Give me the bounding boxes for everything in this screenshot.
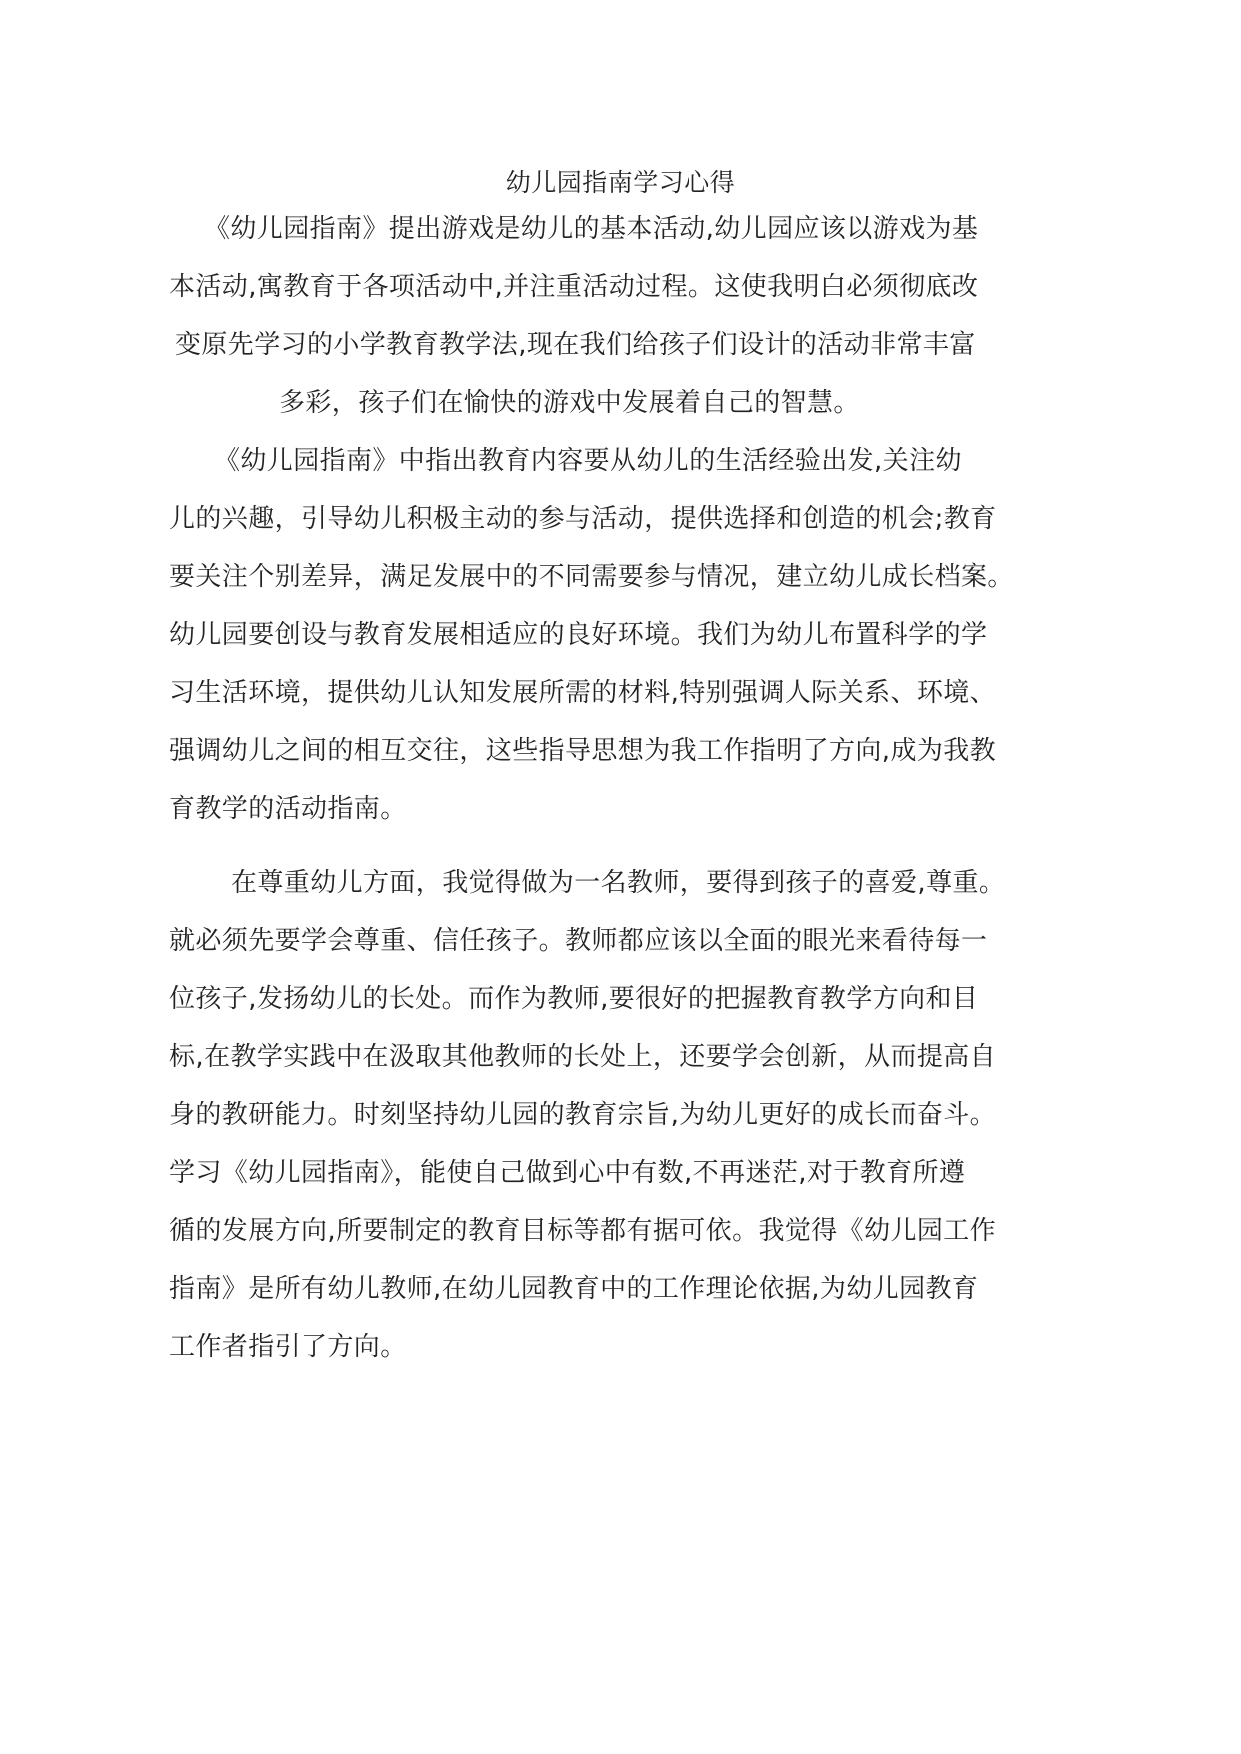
paragraph-2-line-1: 《幼儿园指南》中指出教育内容要从幼儿的生活经验出发,关注幼 [214,446,962,476]
paragraph-3-line-1: 在尊重幼儿方面，我觉得做为一名教师，要得到孩子的喜爱,尊重。 [231,868,1006,898]
paragraph-3-line-3: 位孩子,发扬幼儿的长处。而作为教师,要很好的把握教育教学方向和目 [169,984,979,1014]
paragraph-3-line-4: 标,在教学实践中在汲取其他教师的长处上，还要学会创新，从而提高自 [169,1042,997,1072]
paragraph-1-line-4: 多彩，孩子们在愉快的游戏中发展着自己的智慧。 [279,388,860,418]
paragraph-3-line-6: 学习《幼儿园指南》，能使自己做到心中有数,不再迷茫,对于教育所遵 [169,1158,966,1188]
paragraph-2-line-2: 儿的兴趣，引导幼儿积极主动的参与活动，提供选择和创造的机会;教育 [169,504,997,534]
paragraph-1-line-3: 变原先学习的小学教育教学法,现在我们给孩子们设计的活动非常丰富 [175,330,976,360]
paragraph-1-line-2: 本活动,寓教育于各项活动中,并注重活动过程。这使我明白必须彻底改 [169,272,979,302]
paragraph-3-line-9: 工作者指引了方向。 [169,1332,407,1362]
paragraph-1-line-1: 《幼儿园指南》提出游戏是幼儿的基本活动,幼儿园应该以游戏为基 [204,214,979,244]
document-title: 幼儿园指南学习心得 [505,168,736,197]
paragraph-2-line-3: 要关注个别差异，满足发展中的不同需要参与情况，建立幼儿成长档案。 [169,562,1014,592]
paragraph-2-line-5: 习生活环境，提供幼儿认知发展所需的材料,特别强调人际关系、环境、 [169,678,997,708]
paragraph-2-line-6: 强调幼儿之间的相互交往，这些指导思想为我工作指明了方向,成为我教 [169,736,997,766]
paragraph-3-line-8: 指南》是所有幼儿教师,在幼儿园教育中的工作理论依据,为幼儿园教育 [169,1274,979,1304]
paragraph-3-line-2: 就必须先要学会尊重、信任孩子。教师都应该以全面的眼光来看待每一 [169,926,988,956]
paragraph-3-line-7: 循的发展方向,所要制定的教育目标等都有据可依。我觉得《幼儿园工作 [169,1216,997,1246]
paragraph-2-line-7: 育教学的活动指南。 [169,794,407,824]
paragraph-3-line-5: 身的教研能力。时刻坚持幼儿园的教育宗旨,为幼儿更好的成长而奋斗。 [169,1100,997,1130]
paragraph-2-line-4: 幼儿园要创设与教育发展相适应的良好环境。我们为幼儿布置科学的学 [169,620,988,650]
